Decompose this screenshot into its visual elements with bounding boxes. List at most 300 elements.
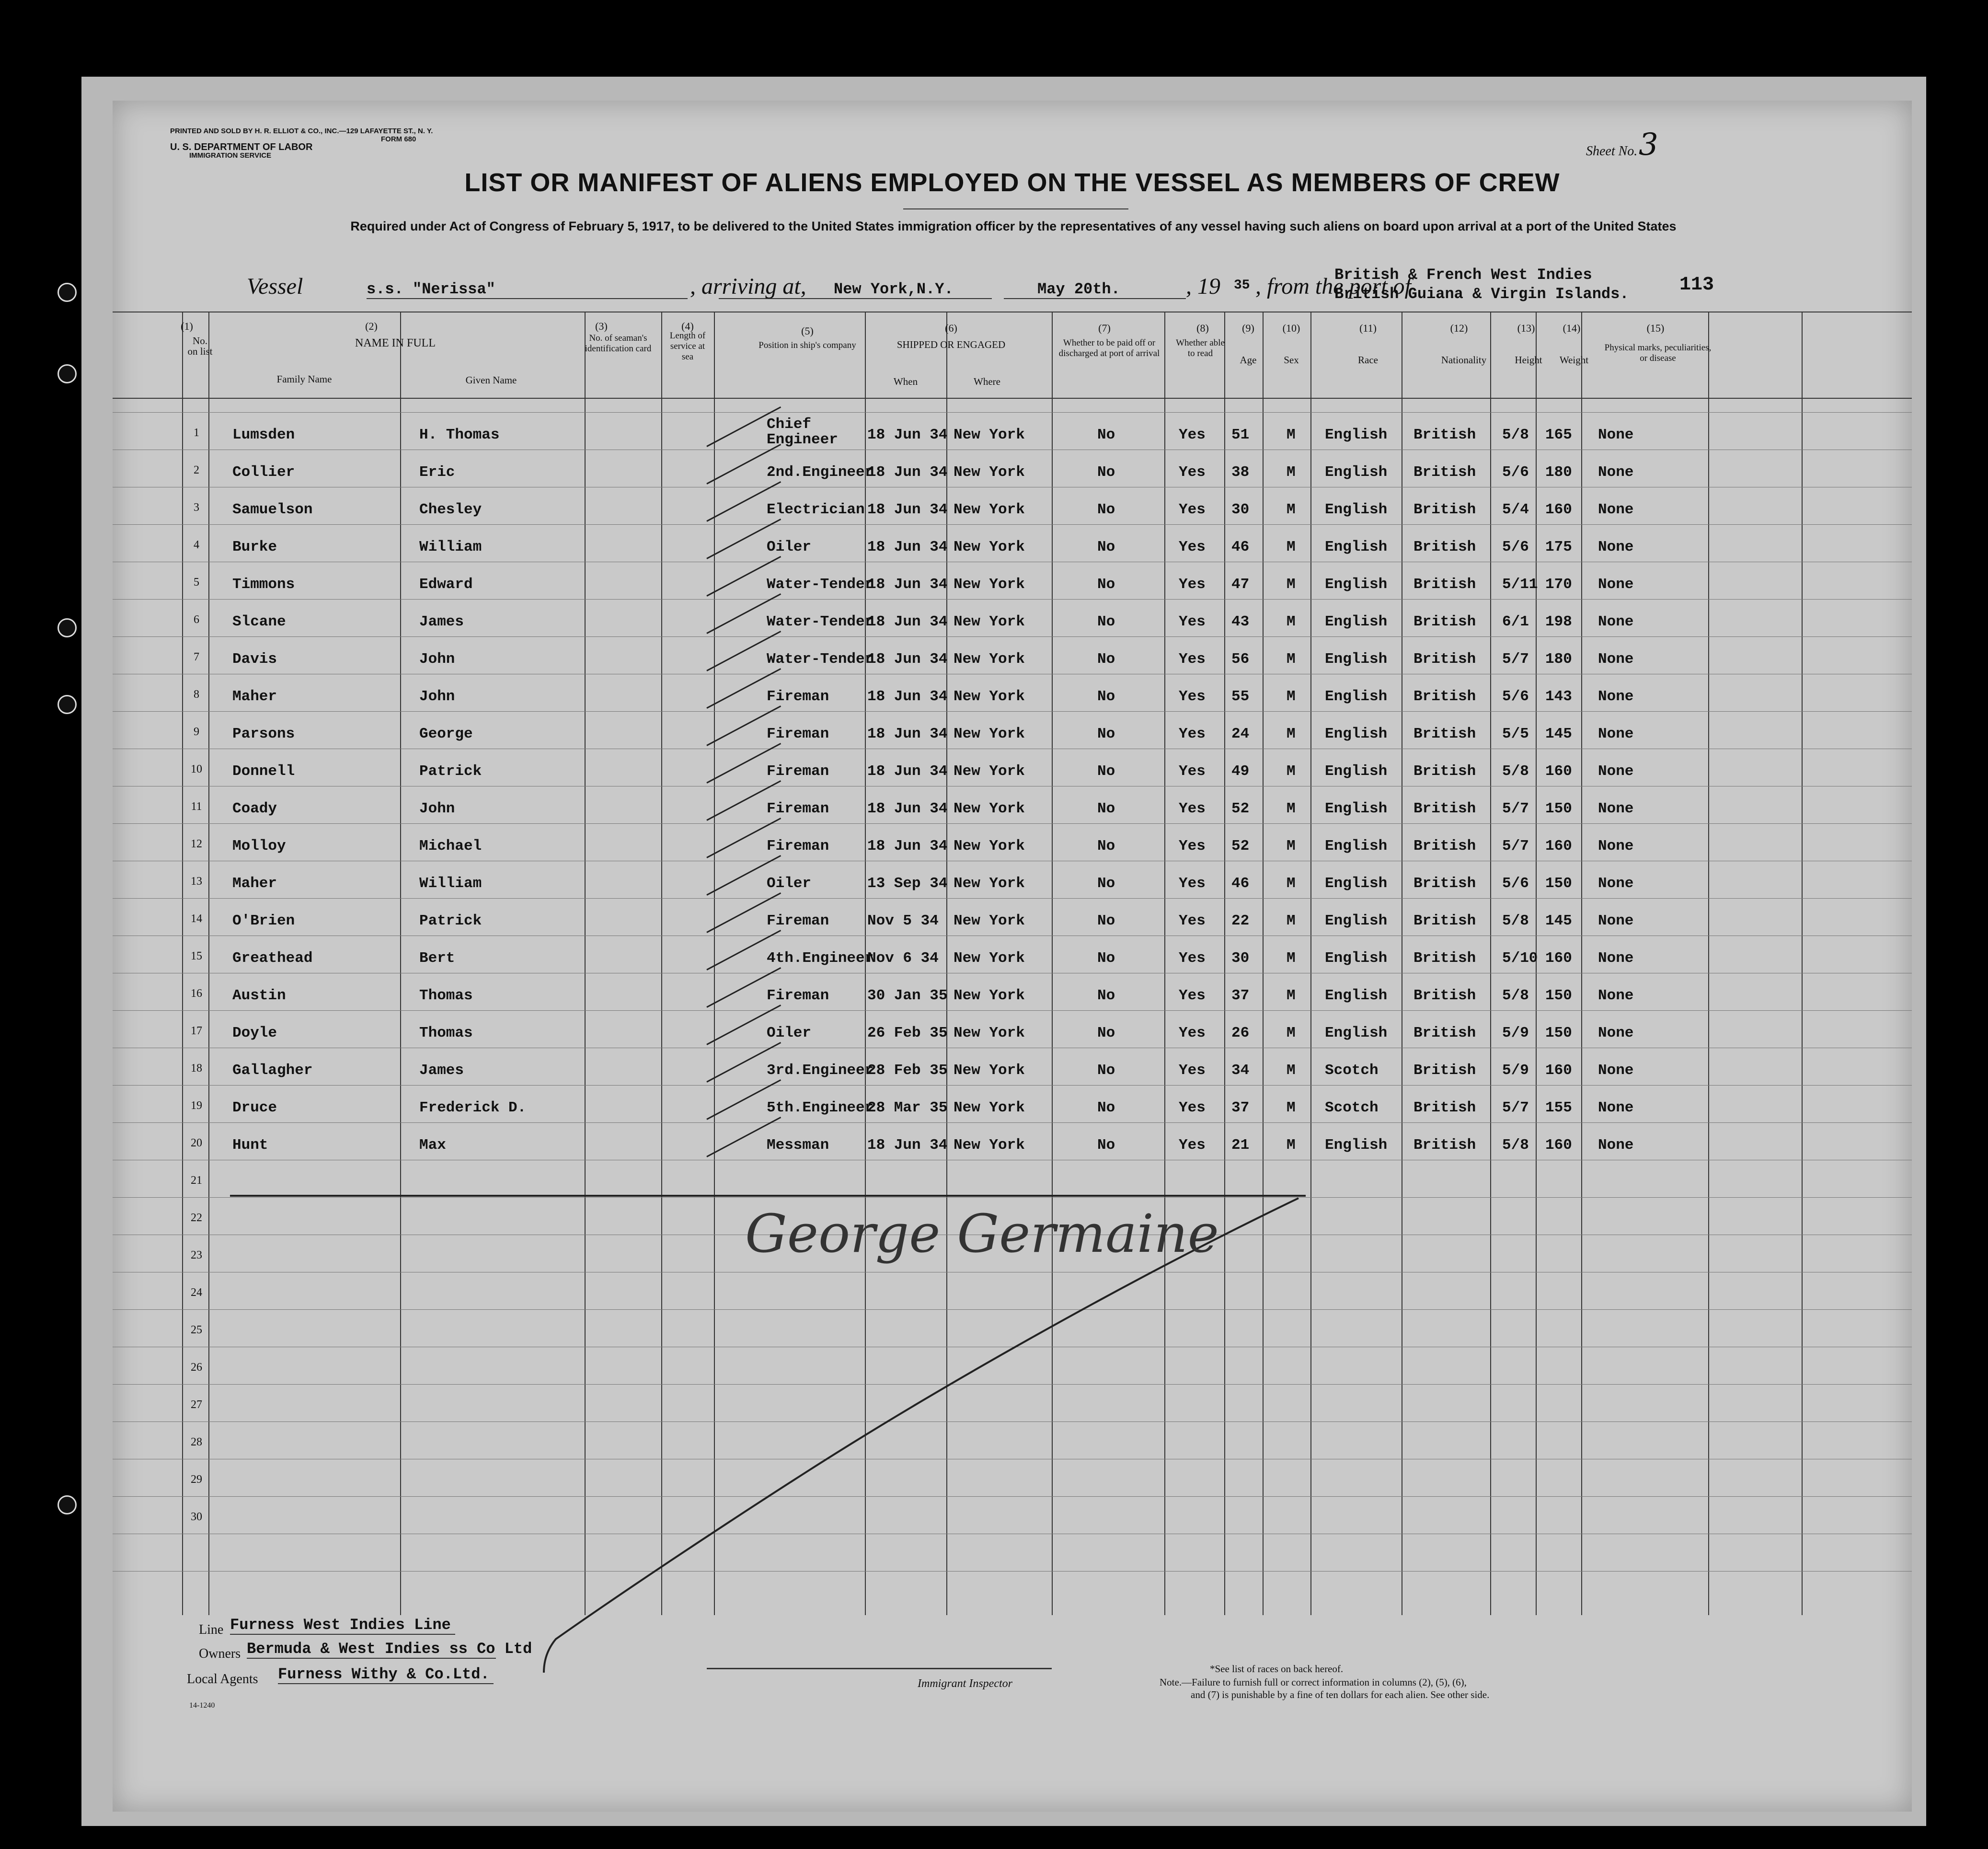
- nationality-cell: British: [1413, 501, 1476, 518]
- weight-cell: 165: [1545, 427, 1572, 443]
- weight-cell: 170: [1545, 576, 1572, 593]
- physical-marks-cell: None: [1598, 688, 1634, 705]
- family-name-cell: Greathead: [232, 950, 313, 967]
- form-code: 14-1240: [189, 1701, 215, 1710]
- position-cell: Messman: [767, 1137, 829, 1154]
- weight-cell: 160: [1545, 1137, 1572, 1154]
- nationality-cell: British: [1413, 427, 1476, 443]
- position-cell: Fireman: [767, 763, 829, 780]
- row-number: 20: [191, 1137, 202, 1149]
- age-cell: 37: [1231, 987, 1250, 1004]
- shipped-where-cell: New York: [954, 613, 1025, 630]
- family-name-cell: Molloy: [232, 838, 286, 855]
- paid-off-cell: No: [1097, 613, 1115, 630]
- header-position: Position in ship's company: [758, 340, 856, 350]
- height-cell: 5/11: [1502, 576, 1538, 593]
- given-name-cell: John: [419, 688, 455, 705]
- shipped-when-cell: 18 Jun 34: [867, 1137, 948, 1154]
- row-number: 12: [191, 838, 202, 850]
- weight-cell: 160: [1545, 1062, 1572, 1079]
- family-name-cell: Austin: [232, 987, 286, 1004]
- age-cell: 52: [1231, 800, 1250, 817]
- height-cell: 5/8: [1502, 427, 1529, 443]
- age-cell: 30: [1231, 950, 1250, 967]
- paid-off-cell: No: [1097, 539, 1115, 555]
- colnum-1: (1): [181, 320, 193, 332]
- shipped-when-cell: Nov 6 34: [867, 950, 939, 967]
- shipped-when-cell: 13 Sep 34: [867, 875, 948, 892]
- shipped-when-cell: 18 Jun 34: [867, 464, 948, 481]
- race-cell: English: [1325, 539, 1388, 555]
- shipped-where-cell: New York: [954, 875, 1025, 892]
- header-name-in-full: NAME IN FULL: [355, 337, 436, 349]
- shipped-when-cell: 18 Jun 34: [867, 651, 948, 668]
- shipped-where-cell: New York: [954, 987, 1025, 1004]
- physical-marks-cell: None: [1598, 726, 1634, 742]
- position-cell: Oiler: [767, 539, 812, 555]
- physical-marks-cell: None: [1598, 987, 1634, 1004]
- row-number: 22: [191, 1212, 202, 1224]
- sex-cell: M: [1287, 800, 1296, 817]
- nationality-cell: British: [1413, 1137, 1476, 1154]
- shipped-when-cell: 28 Feb 35: [867, 1062, 948, 1079]
- given-name-cell: Thomas: [419, 987, 473, 1004]
- able-read-cell: Yes: [1179, 838, 1206, 855]
- agents-name: Furness Withy & Co.Ltd.: [278, 1665, 494, 1684]
- header-able-read: Whether able to read: [1176, 338, 1225, 358]
- header-sex: Sex: [1284, 354, 1299, 366]
- able-read-cell: Yes: [1179, 613, 1206, 630]
- race-cell: English: [1325, 987, 1388, 1004]
- able-read-cell: Yes: [1179, 763, 1206, 780]
- family-name-cell: Collier: [232, 464, 295, 481]
- position-cell: Oiler: [767, 875, 812, 892]
- sex-cell: M: [1287, 726, 1296, 742]
- colnum-6: (6): [945, 322, 957, 334]
- race-cell: English: [1325, 1025, 1388, 1041]
- physical-marks-cell: None: [1598, 1025, 1634, 1041]
- row-number: 5: [194, 576, 199, 589]
- physical-marks-cell: None: [1598, 875, 1634, 892]
- shipped-when-cell: 28 Mar 35: [867, 1099, 948, 1116]
- header-given-name: Given Name: [465, 374, 517, 386]
- weight-cell: 160: [1545, 763, 1572, 780]
- position-cell: Electrician: [767, 501, 865, 518]
- shipped-where-cell: New York: [954, 726, 1025, 742]
- position-cell: Water-Tender: [767, 613, 874, 630]
- age-cell: 37: [1231, 1099, 1250, 1116]
- given-name-cell: H. Thomas: [419, 427, 500, 443]
- shipped-when-cell: 26 Feb 35: [867, 1025, 948, 1041]
- row-number: 10: [191, 763, 202, 775]
- race-cell: English: [1325, 763, 1388, 780]
- sex-cell: M: [1287, 613, 1296, 630]
- sex-cell: M: [1287, 427, 1296, 443]
- sex-cell: M: [1287, 838, 1296, 855]
- colnum-2: (2): [365, 320, 378, 332]
- arriving-label: , arriving at,: [690, 274, 806, 299]
- given-name-cell: Frederick D.: [419, 1099, 527, 1116]
- sex-cell: M: [1287, 987, 1296, 1004]
- able-read-cell: Yes: [1179, 987, 1206, 1004]
- port-line-1: British & French West Indies: [1334, 266, 1592, 284]
- header-weight: Weight: [1559, 354, 1589, 366]
- given-name-cell: James: [419, 1062, 464, 1079]
- sex-cell: M: [1287, 464, 1296, 481]
- paid-off-cell: No: [1097, 987, 1115, 1004]
- year-prefix: , 19: [1186, 274, 1220, 299]
- paid-off-cell: No: [1097, 464, 1115, 481]
- family-name-cell: Lumsden: [232, 427, 295, 443]
- inspector-signature-line: [707, 1668, 1052, 1669]
- weight-cell: 175: [1545, 539, 1572, 555]
- position-cell: 4th.Engineer: [767, 950, 874, 967]
- race-cell: English: [1325, 651, 1388, 668]
- position-cell: Fireman: [767, 726, 829, 742]
- owners-label: Owners: [199, 1646, 241, 1661]
- physical-marks-cell: None: [1598, 800, 1634, 817]
- race-cell: English: [1325, 913, 1388, 929]
- race-cell: English: [1325, 464, 1388, 481]
- paid-off-cell: No: [1097, 1099, 1115, 1116]
- sex-cell: M: [1287, 1137, 1296, 1154]
- header-family-name: Family Name: [276, 373, 332, 385]
- shipped-when-cell: 18 Jun 34: [867, 800, 948, 817]
- physical-marks-cell: None: [1598, 838, 1634, 855]
- given-name-cell: Eric: [419, 464, 455, 481]
- nationality-cell: British: [1413, 539, 1476, 555]
- owners-name: Bermuda & West Indies ss Co Ltd: [247, 1640, 532, 1658]
- race-cell: English: [1325, 688, 1388, 705]
- height-cell: 5/5: [1502, 726, 1529, 742]
- manifest-sheet: [113, 101, 1912, 1812]
- height-cell: 5/6: [1502, 539, 1529, 555]
- sheet-number: 3: [1639, 127, 1658, 162]
- family-name-cell: Maher: [232, 875, 277, 892]
- sex-cell: M: [1287, 1062, 1296, 1079]
- department-name: U. S. DEPARTMENT OF LABOR: [170, 142, 313, 152]
- height-cell: 5/7: [1502, 651, 1529, 668]
- race-cell: English: [1325, 613, 1388, 630]
- shipped-where-cell: New York: [954, 539, 1025, 555]
- nationality-cell: British: [1413, 987, 1476, 1004]
- shipped-where-cell: New York: [954, 501, 1025, 518]
- nationality-cell: British: [1413, 1062, 1476, 1079]
- page-title: LIST OR MANIFEST OF ALIENS EMPLOYED ON THE VESSEL AS MEMBERS OF CREW: [464, 168, 1560, 197]
- binder-hole: [57, 1495, 77, 1514]
- paid-off-cell: No: [1097, 800, 1115, 817]
- nationality-cell: British: [1413, 464, 1476, 481]
- header-where: Where: [974, 376, 1000, 387]
- row-number: 1: [194, 427, 199, 439]
- sex-cell: M: [1287, 576, 1296, 593]
- colnum-15: (15): [1646, 322, 1665, 334]
- given-name-cell: William: [419, 539, 482, 555]
- weight-cell: 160: [1545, 501, 1572, 518]
- service-name: IMMIGRATION SERVICE: [189, 151, 272, 160]
- age-cell: 47: [1231, 576, 1250, 593]
- arriving-port-text: New York,N.Y.: [834, 280, 954, 298]
- row-number: 7: [194, 651, 199, 663]
- physical-marks-cell: None: [1598, 427, 1634, 443]
- row-number: 27: [191, 1398, 202, 1411]
- nationality-cell: British: [1413, 651, 1476, 668]
- row-number: 17: [191, 1025, 202, 1037]
- family-name-cell: Gallagher: [232, 1062, 313, 1079]
- able-read-cell: Yes: [1179, 875, 1206, 892]
- race-cell: English: [1325, 576, 1388, 593]
- colnum-11: (11): [1359, 322, 1377, 334]
- shipped-where-cell: New York: [954, 464, 1025, 481]
- nationality-cell: British: [1413, 576, 1476, 593]
- binder-hole: [57, 364, 77, 383]
- able-read-cell: Yes: [1179, 950, 1206, 967]
- header-height: Height: [1515, 354, 1542, 366]
- line-label: Line: [199, 1622, 224, 1637]
- colnum-12: (12): [1450, 322, 1468, 334]
- paid-off-cell: No: [1097, 427, 1115, 443]
- header-paid-off: Whether to be paid off or discharged at port of arrival: [1058, 338, 1160, 358]
- races-note: *See list of races on back hereof.: [1210, 1663, 1344, 1675]
- position-cell: 3rd.Engineer: [767, 1062, 874, 1079]
- row-number: 23: [191, 1249, 202, 1261]
- reference-number: 113: [1679, 274, 1714, 296]
- paid-off-cell: No: [1097, 1062, 1115, 1079]
- age-cell: 51: [1231, 427, 1250, 443]
- weight-cell: 180: [1545, 464, 1572, 481]
- row-number: 9: [194, 726, 199, 738]
- given-name-cell: Chesley: [419, 501, 482, 518]
- paid-off-cell: No: [1097, 763, 1115, 780]
- physical-marks-cell: None: [1598, 651, 1634, 668]
- physical-marks-cell: None: [1598, 1099, 1634, 1116]
- closing-marks: [113, 101, 1912, 1812]
- position-cell: Fireman: [767, 838, 829, 855]
- colnum-13: (13): [1517, 322, 1535, 334]
- colnum-7: (7): [1098, 322, 1111, 334]
- height-cell: 5/7: [1502, 838, 1529, 855]
- able-read-cell: Yes: [1179, 688, 1206, 705]
- height-cell: 5/7: [1502, 800, 1529, 817]
- sex-cell: M: [1287, 688, 1296, 705]
- family-name-cell: Timmons: [232, 576, 295, 593]
- given-name-cell: Patrick: [419, 913, 482, 929]
- race-cell: English: [1325, 726, 1388, 742]
- paid-off-cell: No: [1097, 913, 1115, 929]
- row-number: 2: [194, 464, 199, 476]
- shipped-where-cell: New York: [954, 576, 1025, 593]
- race-cell: English: [1325, 1137, 1388, 1154]
- paid-off-cell: No: [1097, 726, 1115, 742]
- shipped-where-cell: New York: [954, 1062, 1025, 1079]
- family-name-cell: Slcane: [232, 613, 286, 630]
- race-cell: English: [1325, 838, 1388, 855]
- position-cell: Fireman: [767, 800, 829, 817]
- sex-cell: M: [1287, 539, 1296, 555]
- printer-line: PRINTED AND SOLD BY H. R. ELLIOT & CO., INC.—129 LAFAYETTE ST., N. Y.: [170, 127, 433, 135]
- height-cell: 5/6: [1502, 464, 1529, 481]
- able-read-cell: Yes: [1179, 427, 1206, 443]
- age-cell: 34: [1231, 1062, 1250, 1079]
- family-name-cell: Parsons: [232, 726, 295, 742]
- position-cell: Water-Tender: [767, 576, 874, 593]
- family-name-cell: Coady: [232, 800, 277, 817]
- age-cell: 43: [1231, 613, 1250, 630]
- given-name-cell: William: [419, 875, 482, 892]
- weight-cell: 145: [1545, 913, 1572, 929]
- height-cell: 5/7: [1502, 1099, 1529, 1116]
- nationality-cell: British: [1413, 913, 1476, 929]
- height-cell: 5/9: [1502, 1062, 1529, 1079]
- height-cell: 5/4: [1502, 501, 1529, 518]
- race-cell: English: [1325, 950, 1388, 967]
- colnum-9: (9): [1242, 322, 1254, 334]
- able-read-cell: Yes: [1179, 1099, 1206, 1116]
- age-cell: 55: [1231, 688, 1250, 705]
- binder-hole: [57, 283, 77, 302]
- vessel-name: s.s. "Nerissa": [367, 280, 688, 299]
- cancel-stroke: [544, 1198, 1299, 1673]
- age-cell: 30: [1231, 501, 1250, 518]
- weight-cell: 145: [1545, 726, 1572, 742]
- position-cell: Fireman: [767, 688, 829, 705]
- shipped-where-cell: New York: [954, 1137, 1025, 1154]
- age-cell: 38: [1231, 464, 1250, 481]
- row-number: 18: [191, 1062, 202, 1075]
- sex-cell: M: [1287, 501, 1296, 518]
- header-physical: Physical marks, peculiarities, or disease: [1604, 343, 1712, 363]
- age-cell: 21: [1231, 1137, 1250, 1154]
- position-cell: Water-Tender: [767, 651, 874, 668]
- shipped-when-cell: 18 Jun 34: [867, 726, 948, 742]
- colnum-10: (10): [1282, 322, 1300, 334]
- shipped-where-cell: New York: [954, 1025, 1025, 1041]
- weight-cell: 150: [1545, 875, 1572, 892]
- height-cell: 5/6: [1502, 688, 1529, 705]
- inspector-label: Immigrant Inspector: [918, 1677, 1012, 1690]
- physical-marks-cell: None: [1598, 913, 1634, 929]
- height-cell: 6/1: [1502, 613, 1529, 630]
- position-cell: Chief Engineer: [767, 416, 838, 448]
- shipped-when-cell: 18 Jun 34: [867, 838, 948, 855]
- header-no-on-list: No. on list: [187, 335, 213, 357]
- sex-cell: M: [1287, 651, 1296, 668]
- shipped-where-cell: New York: [954, 950, 1025, 967]
- header-when: When: [893, 376, 918, 387]
- paid-off-cell: No: [1097, 950, 1115, 967]
- row-number: 19: [191, 1099, 202, 1112]
- able-read-cell: Yes: [1179, 651, 1206, 668]
- nationality-cell: British: [1413, 1099, 1476, 1116]
- race-cell: English: [1325, 501, 1388, 518]
- given-name-cell: Max: [419, 1137, 446, 1154]
- nationality-cell: British: [1413, 950, 1476, 967]
- height-cell: 5/8: [1502, 763, 1529, 780]
- shipped-when-cell: 18 Jun 34: [867, 539, 948, 555]
- weight-cell: 155: [1545, 1099, 1572, 1116]
- family-name-cell: Burke: [232, 539, 277, 555]
- weight-cell: 150: [1545, 800, 1572, 817]
- header-length-service: Length of service at sea: [669, 331, 706, 362]
- shipping-line: Furness West Indies Line: [230, 1616, 455, 1635]
- height-cell: 5/8: [1502, 913, 1529, 929]
- signature: George Germaine: [745, 1203, 1219, 1264]
- row-number: 14: [191, 913, 202, 925]
- physical-marks-cell: None: [1598, 464, 1634, 481]
- shipped-when-cell: 18 Jun 34: [867, 576, 948, 593]
- row-number: 11: [191, 800, 202, 813]
- row-number: 8: [194, 688, 199, 701]
- physical-marks-cell: None: [1598, 1137, 1634, 1154]
- shipped-where-cell: New York: [954, 651, 1025, 668]
- header-nationality: Nationality: [1441, 354, 1487, 366]
- family-name-cell: Samuelson: [232, 501, 313, 518]
- shipped-when-cell: 30 Jan 35: [867, 987, 948, 1004]
- sheet-label: Sheet No.: [1586, 144, 1638, 159]
- height-cell: 5/9: [1502, 1025, 1529, 1041]
- page-subtitle: Required under Act of Congress of February 5, 1917, to be delivered to the United States immigration officer by the representatives of any vessel having such aliens on board upon arrival at a port of the United States: [350, 219, 1677, 233]
- weight-cell: 150: [1545, 987, 1572, 1004]
- header-age: Age: [1240, 354, 1257, 366]
- sex-cell: M: [1287, 913, 1296, 929]
- paid-off-cell: No: [1097, 875, 1115, 892]
- physical-marks-cell: None: [1598, 1062, 1634, 1079]
- weight-cell: 160: [1545, 950, 1572, 967]
- shipped-when-cell: 18 Jun 34: [867, 427, 948, 443]
- physical-marks-cell: None: [1598, 763, 1634, 780]
- physical-marks-cell: None: [1598, 613, 1634, 630]
- nationality-cell: British: [1413, 613, 1476, 630]
- paid-off-cell: No: [1097, 838, 1115, 855]
- age-cell: 46: [1231, 539, 1250, 555]
- able-read-cell: Yes: [1179, 726, 1206, 742]
- physical-marks-cell: None: [1598, 539, 1634, 555]
- paid-off-cell: No: [1097, 576, 1115, 593]
- shipped-when-cell: 18 Jun 34: [867, 501, 948, 518]
- age-cell: 26: [1231, 1025, 1250, 1041]
- height-cell: 5/8: [1502, 987, 1529, 1004]
- arrival-date: May 20th.: [1004, 280, 1186, 299]
- race-cell: Scotch: [1325, 1099, 1379, 1116]
- race-cell: English: [1325, 875, 1388, 892]
- shipped-when-cell: 18 Jun 34: [867, 763, 948, 780]
- year-suffix: 35: [1234, 278, 1250, 293]
- sex-cell: M: [1287, 950, 1296, 967]
- given-name-cell: John: [419, 800, 455, 817]
- weight-cell: 150: [1545, 1025, 1572, 1041]
- family-name-cell: Donnell: [232, 763, 295, 780]
- race-cell: English: [1325, 800, 1388, 817]
- nationality-cell: British: [1413, 726, 1476, 742]
- age-cell: 56: [1231, 651, 1250, 668]
- family-name-cell: Maher: [232, 688, 277, 705]
- agents-label: Local Agents: [187, 1672, 258, 1687]
- row-number: 24: [191, 1286, 202, 1299]
- family-name-cell: Druce: [232, 1099, 277, 1116]
- nationality-cell: British: [1413, 763, 1476, 780]
- position-cell: 5th.Engineer: [767, 1099, 874, 1116]
- able-read-cell: Yes: [1179, 539, 1206, 555]
- family-name-cell: Doyle: [232, 1025, 277, 1041]
- form-number: FORM 680: [381, 135, 416, 143]
- nationality-cell: British: [1413, 800, 1476, 817]
- weight-cell: 198: [1545, 613, 1572, 630]
- paid-off-cell: No: [1097, 651, 1115, 668]
- height-cell: 5/10: [1502, 950, 1538, 967]
- able-read-cell: Yes: [1179, 576, 1206, 593]
- nationality-cell: British: [1413, 838, 1476, 855]
- shipped-where-cell: New York: [954, 688, 1025, 705]
